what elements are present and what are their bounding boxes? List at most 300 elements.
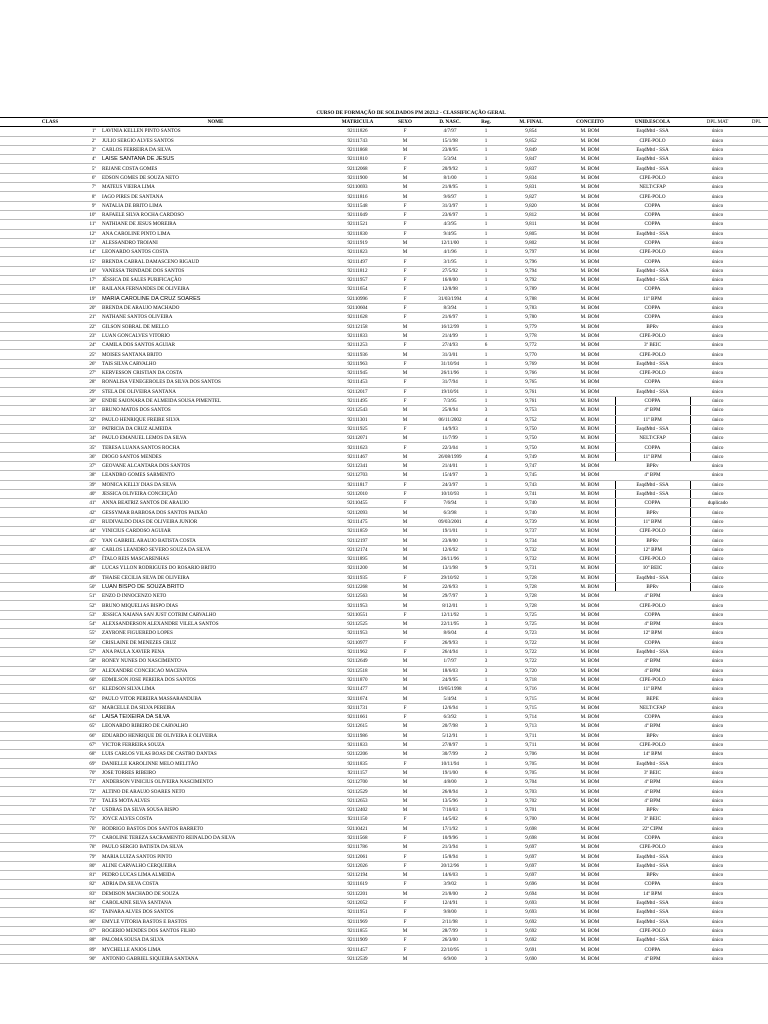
cell-nasc: 29/7/97 — [425, 592, 475, 601]
cell-nome: CRISLAINE DE MENEZES CRUZ — [100, 638, 330, 647]
cell-nome: LAVINIA KELLEN PINTO SANTOS — [100, 127, 330, 136]
cell-class: 81º — [0, 871, 100, 880]
col-header-nome: NOME — [100, 118, 330, 127]
cell-dpl — [745, 322, 768, 331]
cell-sexo: F — [385, 443, 425, 452]
table-row — [0, 285, 768, 294]
cell-matricula: 92112615 — [330, 722, 385, 731]
cell-class: 42º — [0, 508, 100, 517]
cell-unidade: COPPA — [615, 638, 690, 647]
cell-unidade: CIPE-POLO — [615, 843, 690, 852]
cell-nasc: 12/6/92 — [425, 545, 475, 554]
cell-reg: 4 — [475, 685, 497, 694]
table-row — [0, 554, 768, 563]
cell-unidade: EsqdMtd - SSA — [615, 387, 690, 396]
cell-reg: 1 — [475, 434, 497, 443]
table-row — [0, 359, 768, 368]
table-row — [0, 406, 768, 415]
cell-unidade: BPRv — [615, 461, 690, 470]
cell-class: 27º — [0, 369, 100, 378]
cell-dpl — [745, 471, 768, 480]
cell-nome: ALTINO DE ARAUJO SOARES NETO — [100, 787, 330, 796]
table-row — [0, 582, 768, 591]
cell-sexo: M — [385, 657, 425, 666]
cell-class: 29º — [0, 387, 100, 396]
cell-sexo: F — [385, 861, 425, 870]
cell-nasc: 2/11/98 — [425, 917, 475, 926]
cell-class: 89º — [0, 945, 100, 954]
cell-dplmat: único — [690, 396, 745, 405]
cell-dplmat: único — [690, 936, 745, 945]
cell-reg: 1 — [475, 396, 497, 405]
cell-conceito: M. BOM — [565, 740, 615, 749]
cell-sexo: M — [385, 554, 425, 563]
cell-sexo: F — [385, 378, 425, 387]
cell-conceito: M. BOM — [565, 871, 615, 880]
cell-dpl — [745, 406, 768, 415]
cell-final: 9,750 — [497, 424, 565, 433]
cell-class: 77º — [0, 833, 100, 842]
table-row — [0, 666, 768, 675]
cell-unidade: 12º BPM — [615, 545, 690, 554]
cell-reg: 1 — [475, 898, 497, 907]
cell-dplmat: único — [690, 443, 745, 452]
cell-nome: NATHANE SANTOS OLIVEIRA — [100, 313, 330, 322]
cell-conceito: M. BOM — [565, 387, 615, 396]
cell-final: 9,725 — [497, 610, 565, 619]
cell-unidade: BPRv — [615, 805, 690, 814]
cell-nome: ROGERIO MENDES DOS SANTOS FILHO — [100, 926, 330, 935]
cell-matricula: 92112206 — [330, 750, 385, 759]
cell-sexo: M — [385, 629, 425, 638]
cell-conceito: M. BOM — [565, 517, 615, 526]
cell-reg: 1 — [475, 145, 497, 154]
cell-sexo: M — [385, 536, 425, 545]
cell-nome: KLEDSON SILVA LIMA — [100, 685, 330, 694]
cell-conceito: M. BOM — [565, 564, 615, 573]
cell-final: 9,827 — [497, 192, 565, 201]
cell-nome: CAMILA DOS SANTOS AGUIAR — [100, 341, 330, 350]
cell-matricula: 92111200 — [330, 564, 385, 573]
cell-sexo: M — [385, 461, 425, 470]
cell-sexo: M — [385, 601, 425, 610]
classification-table — [0, 117, 768, 964]
cell-dplmat: único — [690, 415, 745, 424]
cell-dplmat: único — [690, 722, 745, 731]
cell-final: 9,697 — [497, 843, 565, 852]
cell-reg: 3 — [475, 657, 497, 666]
cell-final: 9,796 — [497, 257, 565, 266]
table-row — [0, 341, 768, 350]
table-row — [0, 155, 768, 164]
cell-dplmat: único — [690, 508, 745, 517]
table-row — [0, 238, 768, 247]
cell-nasc: 12/6/94 — [425, 703, 475, 712]
cell-nasc: 27/5/92 — [425, 266, 475, 275]
cell-matricula: 92112052 — [330, 898, 385, 907]
cell-nasc: 3/9/02 — [425, 880, 475, 889]
cell-reg: 1 — [475, 155, 497, 164]
cell-reg: 1 — [475, 322, 497, 331]
table-row — [0, 592, 768, 601]
table-row — [0, 908, 768, 917]
cell-unidade: EsqdMtd - SSA — [615, 145, 690, 154]
cell-sexo: M — [385, 471, 425, 480]
cell-matricula: 92112529 — [330, 787, 385, 796]
cell-sexo: F — [385, 908, 425, 917]
table-row — [0, 805, 768, 814]
cell-nome: BRENDA DE ARAUJO MACHADO — [100, 303, 330, 312]
cell-nasc: 5/4/94 — [425, 694, 475, 703]
cell-class: 76º — [0, 824, 100, 833]
cell-sexo: M — [385, 238, 425, 247]
cell-dplmat: único — [690, 592, 745, 601]
cell-reg: 1 — [475, 173, 497, 182]
cell-reg: 1 — [475, 852, 497, 861]
cell-matricula: 92111935 — [330, 573, 385, 582]
cell-dplmat: único — [690, 294, 745, 303]
cell-conceito: M. BOM — [565, 824, 615, 833]
cell-reg: 1 — [475, 266, 497, 275]
table-row — [0, 257, 768, 266]
table-row — [0, 536, 768, 545]
cell-sexo: F — [385, 220, 425, 229]
cell-reg: 1 — [475, 694, 497, 703]
table-row — [0, 620, 768, 629]
cell-dpl — [745, 527, 768, 536]
cell-nome: ALEXSANDERSON ALEXANDRE VILELA SANTOS — [100, 620, 330, 629]
cell-final: 9,753 — [497, 406, 565, 415]
cell-reg: 1 — [475, 285, 497, 294]
cell-final: 9,692 — [497, 917, 565, 926]
cell-reg: 1 — [475, 313, 497, 322]
cell-dplmat: único — [690, 359, 745, 368]
cell-reg: 1 — [475, 871, 497, 880]
cell-dpl — [745, 796, 768, 805]
cell-matricula: 92111835 — [330, 759, 385, 768]
cell-reg: 1 — [475, 805, 497, 814]
cell-sexo: F — [385, 898, 425, 907]
cell-unidade: 11º BPM — [615, 415, 690, 424]
cell-final: 9,723 — [497, 629, 565, 638]
table-row — [0, 768, 768, 777]
cell-final: 9,731 — [497, 564, 565, 573]
cell-final: 9,834 — [497, 173, 565, 182]
table-row — [0, 387, 768, 396]
cell-final: 9,740 — [497, 508, 565, 517]
cell-conceito: M. BOM — [565, 369, 615, 378]
table-row — [0, 322, 768, 331]
table-row — [0, 248, 768, 257]
cell-class: 43º — [0, 517, 100, 526]
cell-sexo: F — [385, 341, 425, 350]
cell-unidade: 14º BPM — [615, 750, 690, 759]
cell-nome: LEANDRO GOMES SARMENTO — [100, 471, 330, 480]
cell-final: 9,694 — [497, 889, 565, 898]
table-row — [0, 815, 768, 824]
table-row — [0, 173, 768, 182]
cell-reg: 3 — [475, 796, 497, 805]
cell-reg: 3 — [475, 592, 497, 601]
cell-class: 61º — [0, 685, 100, 694]
cell-conceito: M. BOM — [565, 173, 615, 182]
cell-dplmat: único — [690, 740, 745, 749]
cell-reg: 1 — [475, 220, 497, 229]
cell-dpl — [745, 880, 768, 889]
cell-dplmat: único — [690, 545, 745, 554]
cell-final: 9,750 — [497, 443, 565, 452]
table-row — [0, 750, 768, 759]
cell-unidade: NELT/CFAP — [615, 183, 690, 192]
cell-dplmat: único — [690, 276, 745, 285]
table-row — [0, 350, 768, 359]
cell-conceito: M. BOM — [565, 805, 615, 814]
cell-final: 9,769 — [497, 359, 565, 368]
cell-nome: TAINARA ALVES DOS SANTOS — [100, 908, 330, 917]
cell-unidade: EsqdMtd - SSA — [615, 898, 690, 907]
cell-class: 52º — [0, 601, 100, 610]
cell-nasc: 30/7/99 — [425, 750, 475, 759]
cell-nome: CARLOS FERREIRA DA SILVA — [100, 145, 330, 154]
cell-sexo: M — [385, 666, 425, 675]
cell-reg: 1 — [475, 257, 497, 266]
sheet-title — [0, 109, 768, 117]
cell-matricula: 92111945 — [330, 369, 385, 378]
cell-dplmat: duplicado — [690, 499, 745, 508]
cell-class: 49º — [0, 573, 100, 582]
cell-nome: REJANE COSTA GOMES — [100, 164, 330, 173]
cell-sexo: M — [385, 582, 425, 591]
cell-dpl — [745, 917, 768, 926]
cell-conceito: M. BOM — [565, 666, 615, 675]
cell-nome: EDMILSON JOSE PEREIRA DOS SANTOS — [100, 675, 330, 684]
cell-sexo: M — [385, 592, 425, 601]
cell-unidade: COPPA — [615, 257, 690, 266]
table-row — [0, 564, 768, 573]
cell-dplmat: único — [690, 601, 745, 610]
table-row — [0, 936, 768, 945]
cell-matricula: 92112071 — [330, 434, 385, 443]
cell-nome: ÍTALO REIS MASCARENHAS — [100, 554, 330, 563]
cell-unidade: COPPA — [615, 210, 690, 219]
cell-conceito: M. BOM — [565, 731, 615, 740]
cell-dpl — [745, 424, 768, 433]
cell-nasc: 19/1/00 — [425, 768, 475, 777]
cell-dpl — [745, 201, 768, 210]
table-row — [0, 434, 768, 443]
table-row — [0, 192, 768, 201]
table-row — [0, 378, 768, 387]
cell-reg: 1 — [475, 461, 497, 470]
cell-dpl — [745, 192, 768, 201]
cell-dplmat: único — [690, 471, 745, 480]
cell-conceito: M. BOM — [565, 276, 615, 285]
cell-unidade: CIPE-POLO — [615, 136, 690, 145]
cell-conceito: M. BOM — [565, 880, 615, 889]
cell-final: 9,789 — [497, 285, 565, 294]
cell-final: 9,831 — [497, 183, 565, 192]
cell-reg: 2 — [475, 889, 497, 898]
cell-nasc: 10/11/94 — [425, 759, 475, 768]
table-row — [0, 183, 768, 192]
cell-conceito: M. BOM — [565, 610, 615, 619]
cell-conceito: M. BOM — [565, 424, 615, 433]
cell-dplmat: único — [690, 945, 745, 954]
cell-sexo: F — [385, 387, 425, 396]
cell-conceito: M. BOM — [565, 155, 615, 164]
cell-nasc: 22/11/95 — [425, 620, 475, 629]
cell-sexo: F — [385, 936, 425, 945]
cell-unidade: CIPE-POLO — [615, 173, 690, 182]
cell-reg: 4 — [475, 294, 497, 303]
cell-dplmat: único — [690, 536, 745, 545]
cell-reg: 1 — [475, 731, 497, 740]
cell-sexo: M — [385, 406, 425, 415]
cell-dplmat: único — [690, 229, 745, 238]
cell-final: 9,783 — [497, 303, 565, 312]
table-row — [0, 220, 768, 229]
cell-reg: 1 — [475, 127, 497, 136]
cell-class: 57º — [0, 647, 100, 656]
cell-matricula: 92111661 — [330, 713, 385, 722]
table-row — [0, 601, 768, 610]
cell-final: 9,722 — [497, 647, 565, 656]
cell-class: 46º — [0, 545, 100, 554]
cell-nome: VINICIUS CARDOSO AGUIAR — [100, 527, 330, 536]
cell-reg: 3 — [475, 471, 497, 480]
table-row — [0, 713, 768, 722]
cell-dpl — [745, 657, 768, 666]
cell-nasc: 15/1/98 — [425, 136, 475, 145]
cell-dplmat: único — [690, 155, 745, 164]
table-row — [0, 889, 768, 898]
table-row — [0, 164, 768, 173]
cell-sexo: M — [385, 722, 425, 731]
cell-class: 59º — [0, 666, 100, 675]
cell-unidade: COPPA — [615, 303, 690, 312]
cell-final: 9,715 — [497, 694, 565, 703]
cell-final: 9,837 — [497, 164, 565, 173]
cell-matricula: 92112402 — [330, 805, 385, 814]
table-row — [0, 331, 768, 340]
cell-conceito: M. BOM — [565, 536, 615, 545]
cell-dpl — [745, 647, 768, 656]
cell-nasc: 16/12/99 — [425, 322, 475, 331]
cell-conceito: M. BOM — [565, 331, 615, 340]
cell-conceito: M. BOM — [565, 926, 615, 935]
cell-dpl — [745, 248, 768, 257]
cell-conceito: M. BOM — [565, 908, 615, 917]
cell-dpl — [745, 378, 768, 387]
cell-dpl — [745, 898, 768, 907]
cell-class: 13º — [0, 238, 100, 247]
table-row — [0, 638, 768, 647]
cell-reg: 1 — [475, 359, 497, 368]
cell-conceito: M. BOM — [565, 843, 615, 852]
cell-matricula: 92112010 — [330, 489, 385, 498]
cell-dplmat: único — [690, 620, 745, 629]
table-row — [0, 369, 768, 378]
cell-nome: MOISES SANTANA BRITO — [100, 350, 330, 359]
cell-nome: LEONARDO SANTOS COSTA — [100, 248, 330, 257]
cell-dpl — [745, 926, 768, 935]
cell-dpl — [745, 127, 768, 136]
cell-final: 9,747 — [497, 461, 565, 470]
cell-dplmat: único — [690, 685, 745, 694]
cell-nasc: 26/8/94 — [425, 787, 475, 796]
cell-unidade: CIPE-POLO — [615, 601, 690, 610]
cell-dplmat: único — [690, 778, 745, 787]
cell-sexo: M — [385, 145, 425, 154]
cell-unidade: CIPE-POLO — [615, 926, 690, 935]
cell-sexo: F — [385, 610, 425, 619]
cell-nasc: 21/4/01 — [425, 461, 475, 470]
cell-dpl — [745, 601, 768, 610]
cell-dplmat: único — [690, 136, 745, 145]
cell-final: 9,766 — [497, 369, 565, 378]
cell-unidade: EsqdMtd - SSA — [615, 908, 690, 917]
col-header-dplmat: DPL.MAT — [690, 118, 745, 127]
cell-matricula: 92111812 — [330, 266, 385, 275]
cell-nasc: 16/8/00 — [425, 276, 475, 285]
cell-matricula: 92110551 — [330, 610, 385, 619]
cell-conceito: M. BOM — [565, 461, 615, 470]
col-header-nasc: D. NASC. — [425, 118, 475, 127]
cell-reg: 1 — [475, 210, 497, 219]
cell-matricula: 92111986 — [330, 731, 385, 740]
cell-nome: LUAN BISPO DE SOUZA BRITO — [100, 582, 330, 591]
cell-dplmat: único — [690, 406, 745, 415]
cell-class: 63º — [0, 703, 100, 712]
cell-nome: PAULO VITOR PEREIRA MASSARANDUBA — [100, 694, 330, 703]
cell-dpl — [745, 331, 768, 340]
cell-nome: KERVESSON CRISTIAN DA COSTA — [100, 369, 330, 378]
cell-reg: 2 — [475, 750, 497, 759]
cell-nome: JESSICA NAIANA SAN JUST COTRIM CARVALHO — [100, 610, 330, 619]
cell-nome: RODRIGO BASTOS DOS SANTOS BARRETO — [100, 824, 330, 833]
cell-sexo: F — [385, 480, 425, 489]
table-row — [0, 657, 768, 666]
cell-nome: PAULO HENRIQUE FREIRE SILVA — [100, 415, 330, 424]
cell-final: 9,713 — [497, 722, 565, 731]
cell-dplmat: único — [690, 489, 745, 498]
cell-matricula: 92111957 — [330, 276, 385, 285]
cell-dplmat: único — [690, 517, 745, 526]
cell-unidade: BPRv — [615, 731, 690, 740]
cell-unidade: NELT/CFAP — [615, 703, 690, 712]
cell-dplmat: único — [690, 127, 745, 136]
cell-class: 28º — [0, 378, 100, 387]
cell-final: 9,702 — [497, 796, 565, 805]
cell-nome: LUCAS YLLON RODRIGUES DO ROSARIO BRITO — [100, 564, 330, 573]
cell-unidade: COPPA — [615, 201, 690, 210]
cell-nome: PAULO SERGIO BATISTA DA SILVA — [100, 843, 330, 852]
cell-unidade: EsqdMtd - SSA — [615, 424, 690, 433]
cell-unidade: COPPA — [615, 313, 690, 322]
cell-sexo: M — [385, 740, 425, 749]
cell-sexo: F — [385, 155, 425, 164]
cell-nasc: 09/03/2001 — [425, 517, 475, 526]
cell-dplmat: único — [690, 833, 745, 842]
table-row — [0, 861, 768, 870]
cell-reg: 1 — [475, 443, 497, 452]
cell-matricula: 92111816 — [330, 192, 385, 201]
cell-matricula: 92111786 — [330, 843, 385, 852]
cell-dplmat: único — [690, 898, 745, 907]
cell-matricula: 92112017 — [330, 387, 385, 396]
cell-conceito: M. BOM — [565, 443, 615, 452]
cell-matricula: 92111253 — [330, 341, 385, 350]
